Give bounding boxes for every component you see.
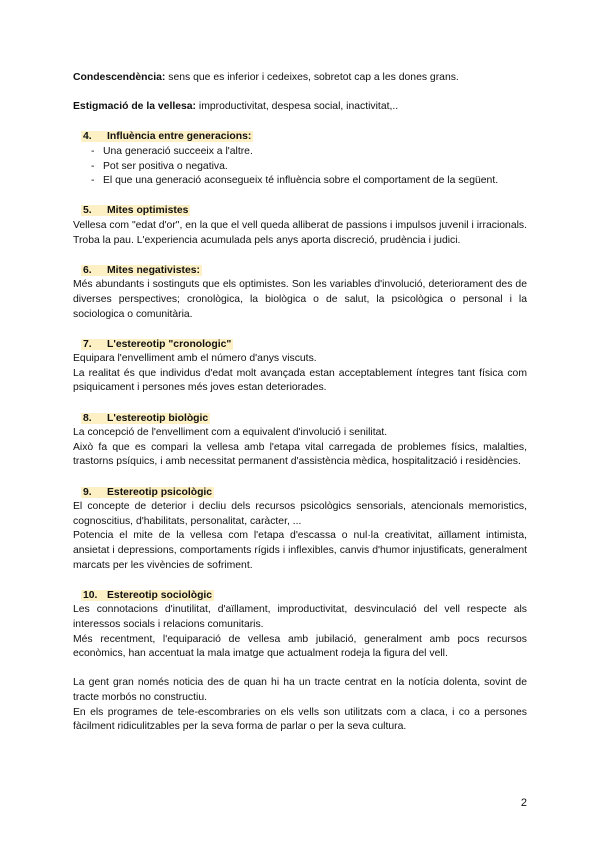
section-5-paragraph: Vellesa com "edat d'or", en la que el vell queda alliberat de passions i impulsos juvenil i irracionals. Troba la pau. L'experiencia acumulada pels anys aporta discreció, prudència i judici. bbox=[73, 219, 527, 246]
definition-text: sens que es inferior i cedeixes, sobretot cap a les dones grans. bbox=[165, 72, 459, 83]
section-7-paragraph-1: Equipara l'envelliment amb el número d'anys viscuts. bbox=[73, 353, 317, 365]
definition-condescendencia bbox=[73, 71, 527, 86]
section-heading-10: 10. Estereotip sociològic bbox=[83, 589, 213, 601]
section-10-paragraph-1: Les connotacions d'inutilitat, d'aïllament, improductivitat, desvinculació del vell respecte als interessos socials i relacions comunitaris. bbox=[73, 604, 527, 630]
document-body bbox=[73, 71, 527, 735]
definition-text: improductivitat, despesa social, inactivitat,.. bbox=[196, 101, 399, 113]
section-heading-4: 4. Influència entre generacions: bbox=[83, 131, 252, 143]
section-heading-9: 9. Estereotip psicològic bbox=[83, 486, 213, 498]
section-10-paragraph-2: Més recentment, l'equiparació de vellesa amb jubilació, generalment amb pocs recursos econòmics, han accentuat la mala imatge que actualment rodeja la figura del vell. bbox=[73, 633, 527, 660]
definition-term: Estigmació de la vellesa: bbox=[73, 101, 197, 113]
list-item: - Una generació succeeix a l'altre. bbox=[91, 145, 527, 160]
section-6-paragraph: Més abundants i sostinguts que els optimistes. Son les variables d'involució, deteriorament des de diverses perspectives; cronològica, la biològica o de salut, la psicològica o personal i la sociologica o comunitària. bbox=[73, 279, 527, 320]
section-9-paragraph-2: Potencia el mite de la vellesa com l'etapa d'escassa o nul·la creativitat, aïllament intimista, ansietat i depressions, comportaments rígids i inflexibles, canvis d'humor injustificats, generalment marcats per les vivències de sofriment. bbox=[73, 530, 527, 571]
page-number: 2 bbox=[520, 797, 527, 809]
closing-paragraph-2: En els programes de tele-escombraries on els vells son utilitzats com a claca, i co a persones fàcilment ridiculitzables per la seva forma de parlar o per la seva cultura. bbox=[73, 706, 527, 733]
list-item: - Pot ser positiva o negativa. bbox=[91, 160, 527, 175]
closing-paragraph-1: La gent gran només noticia des de quan hi ha un tracte centrat en la notícia dolenta, sovint de tracte morbós no constructiu. bbox=[73, 677, 527, 703]
section-heading-8: 8. L'estereotip biològic bbox=[83, 412, 209, 424]
definition-term: Condescendència: bbox=[73, 72, 166, 83]
section-9-paragraph-1: El concepte de deterior i decliu dels recursos psicològics sensorials, atencionals memoristics, cognoscitius, d'habilitats, personalitat, caràcter, ... bbox=[73, 501, 527, 527]
section-8-paragraph-2: Això fa que es compari la vellesa amb l'etapa vital carregada de problemes físics, malalties, trastorns psíquics, i amb necessitat permanent d'assistència mèdica, hospitalització i residències. bbox=[73, 441, 527, 468]
section-4-list bbox=[73, 145, 527, 189]
list-item: - El que una generació aconsegueix té influència sobre el comportament de la següent. bbox=[91, 174, 527, 189]
section-heading-6: 6. Mites negativistes: bbox=[83, 264, 200, 276]
section-heading-5: 5. Mites optimistes bbox=[83, 205, 189, 217]
section-8-paragraph-1: La concepció de l'envelliment com a equivalent d'involució i senilitat. bbox=[73, 427, 388, 439]
section-7-paragraph-2: La realitat és que individus d'edat molt avançada estan acceptablement íntegres tant física com psiquicament i persones més joves estan deteriorades. bbox=[73, 367, 527, 394]
section-heading-7: 7. L'estereotip "cronologic" bbox=[83, 338, 232, 350]
definition-estigmacio bbox=[73, 100, 527, 115]
